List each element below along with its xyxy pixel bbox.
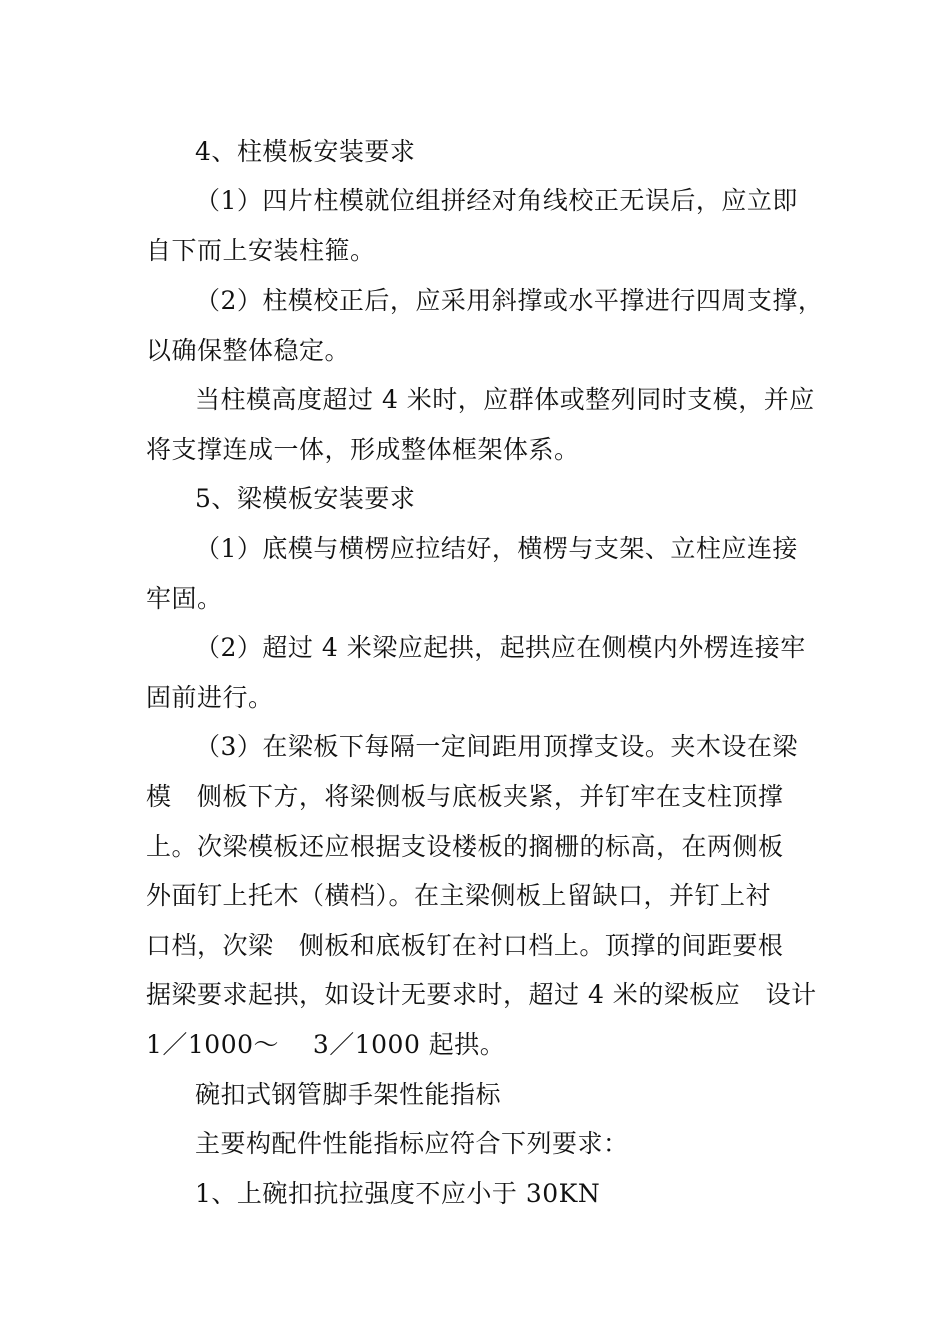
paragraph-line: 当柱模高度超过 4 米时，应群体或整列同时支模，并应 [195, 385, 815, 414]
paragraph-line: 牢固。 [146, 584, 223, 613]
paragraph-line: 以确保整体稳定。 [146, 336, 351, 365]
paragraph-line: 主要构配件性能指标应符合下列要求： [195, 1129, 629, 1158]
paragraph-line: 口档，次梁 侧板和底板钉在衬口档上。顶撑的间距要根 [146, 931, 784, 960]
paragraph-line: （1）底模与横楞应拉结好，横楞与支架、立柱应连接 [195, 534, 798, 563]
paragraph-line: 据梁要求起拱，如设计无要求时，超过 4 米的梁板应 设计 [146, 980, 817, 1009]
paragraph-line: 模 侧板下方，将梁侧板与底板夹紧，并钉牢在支柱顶撑 [146, 782, 784, 811]
paragraph-line: （2）柱模校正后，应采用斜撑或水平撑进行四周支撑， [195, 286, 824, 315]
heading-scaffold-specs: 碗扣式钢管脚手架性能指标 [195, 1080, 502, 1109]
paragraph-line: 1、上碗扣抗拉强度不应小于 30KN [195, 1179, 601, 1208]
heading-column-formwork: 4、柱模板安装要求 [195, 137, 416, 166]
heading-beam-formwork: 5、梁模板安装要求 [195, 484, 416, 513]
paragraph-line: 上。次梁模板还应根据支设楼板的搁栅的标高，在两侧板 [146, 832, 784, 861]
paragraph-line: 固前进行。 [146, 683, 274, 712]
paragraph-line: （3）在梁板下每隔一定间距用顶撑支设。夹木设在梁 [195, 732, 798, 761]
paragraph-line: 自下而上安装柱箍。 [146, 236, 376, 265]
paragraph-line: （2）超过 4 米梁应起拱，起拱应在侧模内外楞连接牢 [195, 633, 806, 662]
paragraph-line: 1／1000～ 3／1000 起拱。 [146, 1030, 506, 1059]
paragraph-line: 外面钉上托木（横档）。在主梁侧板上留缺口，并钉上衬 [146, 881, 772, 910]
paragraph-line: 将支撑连成一体，形成整体框架体系。 [146, 435, 580, 464]
paragraph-line: （1）四片柱模就位组拼经对角线校正无误后，应立即 [195, 186, 798, 215]
